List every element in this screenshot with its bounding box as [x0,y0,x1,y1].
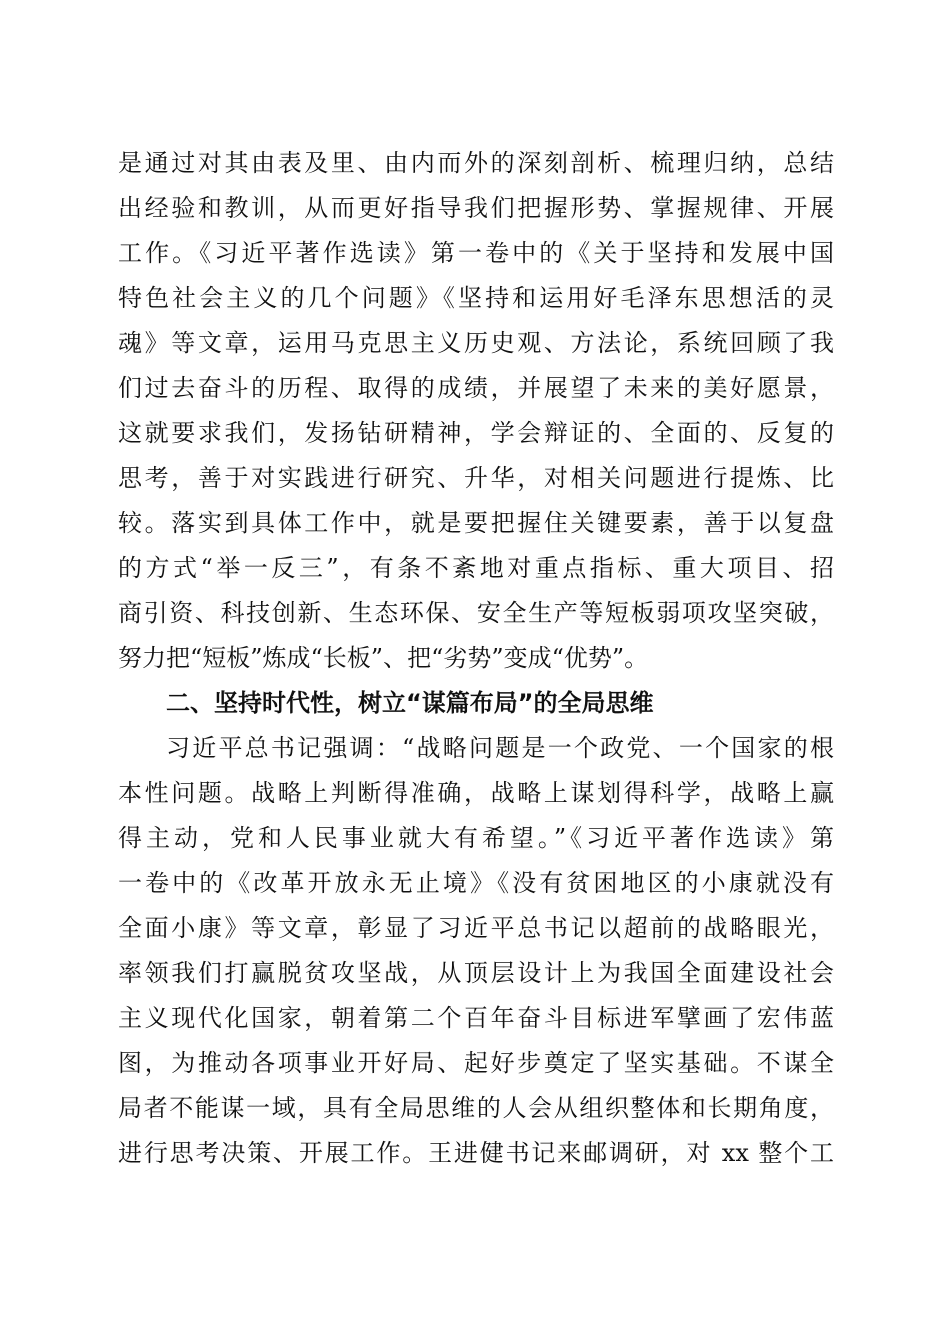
paragraph-line: 本性问题。战略上判断得准确，战略上谋划得科学，战略上赢 [118,779,834,807]
paragraph-line: 出经验和教训，从而更好指导我们把握形势、掌握规律、开展 [118,194,834,222]
paragraph-line: 得主动，党和人民事业就大有希望。”《习近平著作选读》第 [118,824,834,852]
paragraph-line: 进行思考决策、开展工作。王进健书记来邮调研，对 xx 整个工 [118,1139,834,1167]
paragraph-line: 较。落实到具体工作中，就是要把握住关键要素，善于以复盘 [118,509,834,537]
section-heading: 二、坚持时代性，树立“谋篇布局”的全局思维 [166,689,654,717]
paragraph-line: 魂》等文章，运用马克思主义历史观、方法论，系统回顾了我 [118,329,834,357]
paragraph-line: 全面小康》等文章，彰显了习近平总书记以超前的战略眼光， [118,914,834,942]
paragraph-line: 工作。《习近平著作选读》第一卷中的《关于坚持和发展中国 [118,239,834,267]
paragraph-line: 率领我们打赢脱贫攻坚战，从顶层设计上为我国全面建设社会 [118,959,834,987]
paragraph-line: 特色社会主义的几个问题》《坚持和运用好毛泽东思想活的灵 [118,284,834,312]
paragraph-line: 思考，善于对实践进行研究、升华，对相关问题进行提炼、比 [118,464,834,492]
paragraph-line: 图，为推动各项事业开好局、起好步奠定了坚实基础。不谋全 [118,1049,834,1077]
paragraph-line: 习近平总书记强调：“战略问题是一个政党、一个国家的根 [166,734,834,762]
paragraph-line: 努力把“短板”炼成“长板”、把“劣势”变成“优势”。 [118,644,649,672]
paragraph-line: 是通过对其由表及里、由内而外的深刻剖析、梳理归纳，总结 [118,149,834,177]
paragraph-line: 一卷中的《改革开放永无止境》《没有贫困地区的小康就没有 [118,869,834,897]
paragraph-line: 这就要求我们，发扬钻研精神，学会辩证的、全面的、反复的 [118,419,834,447]
paragraph-line: 局者不能谋一域，具有全局思维的人会从组织整体和长期角度， [118,1094,834,1122]
paragraph-line: 商引资、科技创新、生态环保、安全生产等短板弱项攻坚突破， [118,599,834,627]
paragraph-line: 们过去奋斗的历程、取得的成绩，并展望了未来的美好愿景， [118,374,834,402]
paragraph-line: 的方式“举一反三”，有条不紊地对重点指标、重大项目、招 [118,554,834,582]
paragraph-line: 主义现代化国家，朝着第二个百年奋斗目标进军擘画了宏伟蓝 [118,1004,834,1032]
